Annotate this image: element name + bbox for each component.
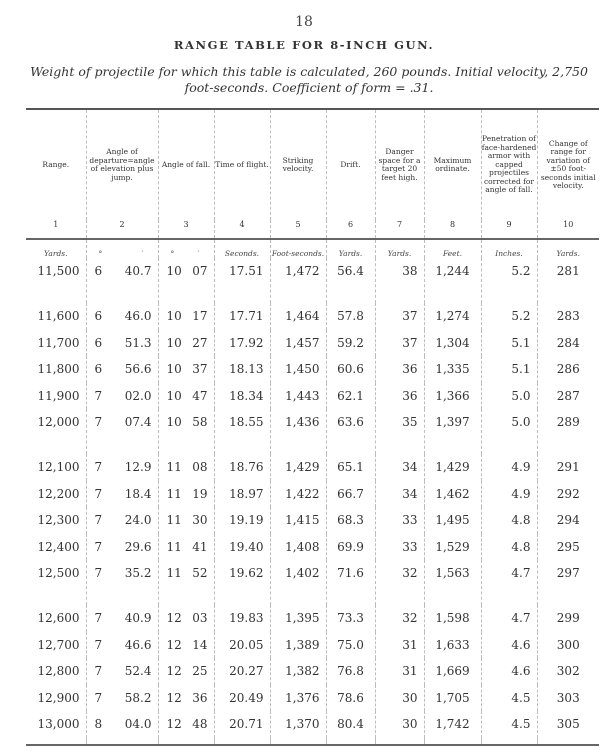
striking-velocity-cell: 1,402 <box>270 560 326 605</box>
striking-velocity-cell: 1,408 <box>270 534 326 561</box>
penetration-cell: 4.5 <box>481 685 537 712</box>
angle-of-fall-cell-minutes: 58 <box>192 415 208 429</box>
angle-of-departure-cell-degrees: 6 <box>94 264 103 278</box>
header-change-of-range: Change of range for variation of ±50 foot-seconds initial velocity. <box>537 109 599 220</box>
angle-of-departure-cell-minutes: 12.9 <box>124 460 152 475</box>
angle-of-fall-cell <box>158 409 214 454</box>
table-row <box>26 258 599 303</box>
change-of-range-cell: 302 <box>537 658 599 685</box>
unit-label: Foot-seconds. <box>270 239 326 258</box>
angle-of-departure-cell <box>86 454 158 481</box>
range-cell: 11,600 <box>37 309 80 324</box>
angle-of-departure-cell <box>86 409 158 454</box>
unit-row <box>26 239 599 258</box>
penetration-cell: 5.2 <box>481 303 537 330</box>
angle-of-fall-cell-minutes: 30 <box>192 513 208 528</box>
header-time-of-flight: Time of flight. <box>214 109 270 220</box>
angle-of-departure-cell <box>86 658 158 685</box>
time-of-flight-cell: 18.13 <box>214 356 270 383</box>
angle-of-fall-cell-minutes: 03 <box>192 611 208 626</box>
rule-cell <box>26 738 86 745</box>
header-danger-space: Danger space for a target 20 feet high. <box>375 109 424 220</box>
angle-of-departure-cell-minutes: 40.7 <box>124 264 152 278</box>
column-number: 10 <box>537 220 599 239</box>
striking-velocity-cell: 1,429 <box>270 454 326 481</box>
maximum-ordinate-cell: 1,495 <box>424 507 481 534</box>
angle-of-departure-cell-minutes: 04.0 <box>124 717 152 732</box>
change-of-range-cell: 295 <box>537 534 599 561</box>
page-number: 18 <box>295 14 313 30</box>
header-drift: Drift. <box>326 109 375 220</box>
maximum-ordinate-cell: 1,366 <box>424 383 481 410</box>
angle-of-fall-cell <box>158 383 214 410</box>
angle-of-departure-cell <box>86 605 158 632</box>
table-row <box>26 711 599 738</box>
angle-of-departure-cell-degrees: 8 <box>94 717 103 732</box>
danger-space-cell: 36 <box>375 383 424 410</box>
table-row <box>26 481 599 508</box>
range-cell: 12,100 <box>37 460 80 475</box>
table-row <box>26 454 599 481</box>
table-subtitle: Weight of projectile for which this table is calculated, 260 pounds. Initial velocity, 2,750 foot-seconds. Coefficient of form = .31. <box>30 64 588 95</box>
angle-of-fall-cell <box>158 685 214 712</box>
penetration-cell: 5.0 <box>481 383 537 410</box>
angle-of-departure-cell <box>86 534 158 561</box>
danger-space-cell: 38 <box>375 258 424 303</box>
angle-of-departure-cell-degrees: 7 <box>94 664 103 679</box>
angle-of-departure-cell <box>86 560 158 605</box>
time-of-flight-cell: 20.27 <box>214 658 270 685</box>
danger-space-cell: 31 <box>375 632 424 659</box>
penetration-cell: 5.2 <box>481 258 537 303</box>
penetration-cell: 5.1 <box>481 356 537 383</box>
change-of-range-cell: 286 <box>537 356 599 383</box>
angle-of-departure-cell <box>86 356 158 383</box>
penetration-cell: 4.8 <box>481 534 537 561</box>
drift-cell: 76.8 <box>326 658 375 685</box>
drift-cell: 80.4 <box>326 711 375 738</box>
table-row <box>26 534 599 561</box>
angle-of-departure-cell-degrees: 6 <box>94 309 103 324</box>
column-number: 3 <box>158 220 214 239</box>
maximum-ordinate-cell: 1,304 <box>424 330 481 357</box>
penetration-cell: 4.7 <box>481 560 537 605</box>
header-row <box>26 109 599 220</box>
angle-of-fall-cell <box>158 534 214 561</box>
range-cell: 11,800 <box>37 362 80 377</box>
table-bottom-rule <box>26 738 599 745</box>
danger-space-cell: 33 <box>375 534 424 561</box>
drift-cell: 56.4 <box>326 258 375 303</box>
angle-of-departure-cell-minutes: 29.6 <box>124 539 152 554</box>
drift-cell: 62.1 <box>326 383 375 410</box>
angle-of-fall-cell-degrees: 11 <box>166 460 182 475</box>
angle-of-fall-cell <box>158 481 214 508</box>
table-row <box>26 632 599 659</box>
change-of-range-cell: 300 <box>537 632 599 659</box>
penetration-cell: 5.1 <box>481 330 537 357</box>
angle-of-fall-cell-degrees: 12 <box>166 611 182 626</box>
unit-label <box>158 239 214 258</box>
change-of-range-cell: 289 <box>537 409 599 454</box>
column-number: 6 <box>326 220 375 239</box>
angle-of-departure-cell-degrees: 7 <box>94 637 103 652</box>
table-row <box>26 507 599 534</box>
angle-of-fall-cell-minutes: 19 <box>192 486 208 501</box>
penetration-cell: 4.5 <box>481 711 537 738</box>
rule-cell <box>481 738 537 745</box>
change-of-range-cell: 294 <box>537 507 599 534</box>
angle-of-fall-cell-degrees: 12 <box>166 717 182 732</box>
drift-cell: 73.3 <box>326 605 375 632</box>
danger-space-cell: 31 <box>375 658 424 685</box>
angle-of-fall-cell-minutes: 17 <box>192 309 208 324</box>
maximum-ordinate-cell: 1,274 <box>424 303 481 330</box>
angle-of-fall-cell-minutes: 41 <box>192 539 208 554</box>
change-of-range-cell: 292 <box>537 481 599 508</box>
angle-of-departure-cell <box>86 632 158 659</box>
angle-of-departure-cell-minutes: 46.0 <box>124 309 152 324</box>
maximum-ordinate-cell: 1,598 <box>424 605 481 632</box>
angle-of-departure-cell-minutes: 35.2 <box>124 566 152 580</box>
time-of-flight-cell: 17.92 <box>214 330 270 357</box>
table-row <box>26 303 599 330</box>
time-of-flight-cell: 18.55 <box>214 409 270 454</box>
range-cell: 12,700 <box>37 637 80 652</box>
time-of-flight-cell: 20.71 <box>214 711 270 738</box>
change-of-range-cell: 284 <box>537 330 599 357</box>
drift-cell: 71.6 <box>326 560 375 605</box>
angle-of-departure-cell-degrees: 6 <box>94 335 103 350</box>
drift-cell: 63.6 <box>326 409 375 454</box>
penetration-cell: 4.8 <box>481 507 537 534</box>
angle-of-departure-cell-minutes: 18.4 <box>124 486 152 501</box>
angle-of-departure-cell <box>86 383 158 410</box>
column-number: 9 <box>481 220 537 239</box>
unit-label: Inches. <box>481 239 537 258</box>
angle-of-fall-cell-minutes: 48 <box>192 717 208 732</box>
change-of-range-cell: 287 <box>537 383 599 410</box>
danger-space-cell: 32 <box>375 605 424 632</box>
column-number-row <box>26 220 599 239</box>
change-of-range-cell: 291 <box>537 454 599 481</box>
danger-space-cell: 33 <box>375 507 424 534</box>
angle-of-fall-cell-minutes: 14 <box>192 637 208 652</box>
maximum-ordinate-cell: 1,742 <box>424 711 481 738</box>
drift-cell: 69.9 <box>326 534 375 561</box>
range-table <box>26 108 599 746</box>
table-row <box>26 685 599 712</box>
angle-of-fall-cell-degrees: 11 <box>166 566 182 580</box>
degree-unit: ° <box>98 249 103 258</box>
unit-label <box>86 239 158 258</box>
rule-cell <box>158 738 214 745</box>
angle-of-fall-cell-degrees: 11 <box>166 513 182 528</box>
angle-of-departure-cell <box>86 685 158 712</box>
penetration-cell: 4.9 <box>481 454 537 481</box>
time-of-flight-cell: 17.71 <box>214 303 270 330</box>
range-cell: 12,900 <box>37 690 80 705</box>
table-row <box>26 356 599 383</box>
change-of-range-cell: 297 <box>537 560 599 605</box>
range-cell: 11,700 <box>37 335 80 350</box>
penetration-cell: 4.6 <box>481 658 537 685</box>
unit-label: Feet. <box>424 239 481 258</box>
angle-of-fall-cell-minutes: 08 <box>192 460 208 475</box>
angle-of-departure-cell-minutes: 24.0 <box>124 513 152 528</box>
time-of-flight-cell: 20.49 <box>214 685 270 712</box>
angle-of-departure-cell <box>86 711 158 738</box>
angle-of-fall-cell <box>158 303 214 330</box>
time-of-flight-cell: 18.76 <box>214 454 270 481</box>
angle-of-departure-cell-degrees: 7 <box>94 539 103 554</box>
time-of-flight-cell: 18.97 <box>214 481 270 508</box>
angle-of-fall-cell-degrees: 10 <box>166 264 182 278</box>
drift-cell: 60.6 <box>326 356 375 383</box>
angle-of-departure-cell <box>86 258 158 303</box>
angle-of-fall-cell-minutes: 52 <box>192 566 208 580</box>
header-angle-of-fall: Angle of fall. <box>158 109 214 220</box>
change-of-range-cell: 283 <box>537 303 599 330</box>
maximum-ordinate-cell: 1,633 <box>424 632 481 659</box>
angle-of-departure-cell-degrees: 7 <box>94 415 103 429</box>
angle-of-fall-cell-degrees: 12 <box>166 637 182 652</box>
maximum-ordinate-cell: 1,563 <box>424 560 481 605</box>
angle-of-departure-cell-degrees: 6 <box>94 362 103 377</box>
header-penetration: Penetration of face-hardened armor with capped projectiles corrected for angle of fall. <box>481 109 537 220</box>
range-cell: 12,600 <box>37 611 80 626</box>
drift-cell: 78.6 <box>326 685 375 712</box>
angle-of-fall-cell-degrees: 10 <box>166 362 182 377</box>
striking-velocity-cell: 1,450 <box>270 356 326 383</box>
angle-of-departure-cell-minutes: 46.6 <box>124 637 152 652</box>
minute-unit: ′ <box>141 249 144 258</box>
time-of-flight-cell: 20.05 <box>214 632 270 659</box>
rule-cell <box>424 738 481 745</box>
range-cell: 13,000 <box>37 717 80 732</box>
penetration-cell: 5.0 <box>481 409 537 454</box>
column-number: 8 <box>424 220 481 239</box>
unit-label: Yards. <box>326 239 375 258</box>
range-cell: 12,800 <box>37 664 80 679</box>
danger-space-cell: 36 <box>375 356 424 383</box>
angle-of-departure-cell-minutes: 58.2 <box>124 690 152 705</box>
drift-cell: 65.1 <box>326 454 375 481</box>
time-of-flight-cell: 19.19 <box>214 507 270 534</box>
angle-of-fall-cell <box>158 258 214 303</box>
table-row <box>26 605 599 632</box>
angle-of-departure-cell-degrees: 7 <box>94 611 103 626</box>
change-of-range-cell: 299 <box>537 605 599 632</box>
angle-of-fall-cell-degrees: 10 <box>166 388 182 403</box>
angle-of-departure-cell <box>86 507 158 534</box>
danger-space-cell: 30 <box>375 685 424 712</box>
striking-velocity-cell: 1,415 <box>270 507 326 534</box>
striking-velocity-cell: 1,464 <box>270 303 326 330</box>
angle-of-fall-cell <box>158 658 214 685</box>
drift-cell: 68.3 <box>326 507 375 534</box>
angle-of-departure-cell-minutes: 07.4 <box>124 415 152 429</box>
maximum-ordinate-cell: 1,397 <box>424 409 481 454</box>
column-number: 4 <box>214 220 270 239</box>
drift-cell: 75.0 <box>326 632 375 659</box>
penetration-cell: 4.6 <box>481 632 537 659</box>
striking-velocity-cell: 1,443 <box>270 383 326 410</box>
angle-of-departure-cell <box>86 481 158 508</box>
table-row <box>26 658 599 685</box>
angle-of-fall-cell <box>158 454 214 481</box>
rule-cell <box>86 738 158 745</box>
angle-of-departure-cell-minutes: 52.4 <box>124 664 152 679</box>
time-of-flight-cell: 19.83 <box>214 605 270 632</box>
danger-space-cell: 37 <box>375 303 424 330</box>
range-cell: 12,300 <box>37 513 80 528</box>
angle-of-departure-cell-degrees: 7 <box>94 460 103 475</box>
range-cell: 12,500 <box>37 566 80 580</box>
angle-of-departure-cell <box>86 330 158 357</box>
angle-of-fall-cell-degrees: 10 <box>166 309 182 324</box>
rule-cell <box>537 738 599 745</box>
angle-of-fall-cell <box>158 507 214 534</box>
header-maximum-ordinate: Maximum ordinate. <box>424 109 481 220</box>
angle-of-fall-cell-degrees: 10 <box>166 335 182 350</box>
angle-of-fall-cell <box>158 330 214 357</box>
striking-velocity-cell: 1,422 <box>270 481 326 508</box>
angle-of-fall-cell <box>158 632 214 659</box>
header-striking-velocity: Striking velocity. <box>270 109 326 220</box>
danger-space-cell: 34 <box>375 481 424 508</box>
angle-of-fall-cell-minutes: 37 <box>192 362 208 377</box>
unit-label: Seconds. <box>214 239 270 258</box>
maximum-ordinate-cell: 1,462 <box>424 481 481 508</box>
striking-velocity-cell: 1,370 <box>270 711 326 738</box>
angle-of-fall-cell-minutes: 25 <box>192 664 208 679</box>
minute-unit: ′ <box>197 249 200 258</box>
degree-unit: ° <box>170 249 175 258</box>
rule-cell <box>270 738 326 745</box>
table-row <box>26 383 599 410</box>
angle-of-fall-cell <box>158 711 214 738</box>
rule-cell <box>326 738 375 745</box>
angle-of-departure-cell-minutes: 40.9 <box>124 611 152 626</box>
angle-of-departure-cell-degrees: 7 <box>94 486 103 501</box>
table-row <box>26 330 599 357</box>
change-of-range-cell: 281 <box>537 258 599 303</box>
drift-cell: 66.7 <box>326 481 375 508</box>
angle-of-fall-cell-degrees: 10 <box>166 415 182 429</box>
maximum-ordinate-cell: 1,669 <box>424 658 481 685</box>
range-table-container <box>26 108 599 746</box>
rule-cell <box>214 738 270 745</box>
column-number: 2 <box>86 220 158 239</box>
striking-velocity-cell: 1,395 <box>270 605 326 632</box>
column-number: 1 <box>26 220 86 239</box>
angle-of-departure-cell-degrees: 7 <box>94 388 103 403</box>
angle-of-fall-cell-minutes: 07 <box>192 264 208 278</box>
time-of-flight-cell: 19.40 <box>214 534 270 561</box>
angle-of-fall-cell <box>158 356 214 383</box>
penetration-cell: 4.7 <box>481 605 537 632</box>
column-number: 7 <box>375 220 424 239</box>
striking-velocity-cell: 1,472 <box>270 258 326 303</box>
unit-label: Yards. <box>375 239 424 258</box>
danger-space-cell: 35 <box>375 409 424 454</box>
maximum-ordinate-cell: 1,529 <box>424 534 481 561</box>
maximum-ordinate-cell: 1,429 <box>424 454 481 481</box>
danger-space-cell: 34 <box>375 454 424 481</box>
angle-of-fall-cell-degrees: 12 <box>166 664 182 679</box>
table-row <box>26 409 599 454</box>
range-cell: 12,000 <box>37 415 80 429</box>
angle-of-fall-cell-degrees: 12 <box>166 690 182 705</box>
time-of-flight-cell: 19.62 <box>214 560 270 605</box>
angle-of-fall-cell-minutes: 36 <box>192 690 208 705</box>
danger-space-cell: 30 <box>375 711 424 738</box>
angle-of-fall-cell <box>158 560 214 605</box>
range-cell: 11,500 <box>37 264 80 278</box>
angle-of-fall-cell-degrees: 11 <box>166 486 182 501</box>
change-of-range-cell: 303 <box>537 685 599 712</box>
penetration-cell: 4.9 <box>481 481 537 508</box>
striking-velocity-cell: 1,376 <box>270 685 326 712</box>
header-angle-of-departure: Angle of departure=angle of elevation plus jump. <box>86 109 158 220</box>
unit-label: Yards. <box>44 249 68 258</box>
angle-of-departure-cell-degrees: 7 <box>94 513 103 528</box>
striking-velocity-cell: 1,436 <box>270 409 326 454</box>
angle-of-departure-cell-minutes: 51.3 <box>124 335 152 350</box>
striking-velocity-cell: 1,382 <box>270 658 326 685</box>
column-number: 5 <box>270 220 326 239</box>
table-row <box>26 560 599 605</box>
drift-cell: 59.2 <box>326 330 375 357</box>
maximum-ordinate-cell: 1,335 <box>424 356 481 383</box>
striking-velocity-cell: 1,457 <box>270 330 326 357</box>
striking-velocity-cell: 1,389 <box>270 632 326 659</box>
drift-cell: 57.8 <box>326 303 375 330</box>
page-title: RANGE TABLE FOR 8-INCH GUN. <box>173 38 435 52</box>
angle-of-departure-cell-minutes: 56.6 <box>124 362 152 377</box>
angle-of-departure-cell-degrees: 7 <box>94 690 103 705</box>
range-cell: 12,400 <box>37 539 80 554</box>
change-of-range-cell: 305 <box>537 711 599 738</box>
header-range: Range. <box>26 109 86 220</box>
angle-of-fall-cell <box>158 605 214 632</box>
angle-of-fall-cell-degrees: 11 <box>166 539 182 554</box>
angle-of-fall-cell-minutes: 27 <box>192 335 208 350</box>
angle-of-departure-cell-degrees: 7 <box>94 566 103 580</box>
danger-space-cell: 32 <box>375 560 424 605</box>
time-of-flight-cell: 18.34 <box>214 383 270 410</box>
unit-label: Yards. <box>537 239 599 258</box>
maximum-ordinate-cell: 1,705 <box>424 685 481 712</box>
angle-of-departure-cell-minutes: 02.0 <box>124 388 152 403</box>
time-of-flight-cell: 17.51 <box>214 258 270 303</box>
range-cell: 12,200 <box>37 486 80 501</box>
maximum-ordinate-cell: 1,244 <box>424 258 481 303</box>
angle-of-departure-cell <box>86 303 158 330</box>
range-cell: 11,900 <box>37 388 80 403</box>
danger-space-cell: 37 <box>375 330 424 357</box>
rule-cell <box>375 738 424 745</box>
angle-of-fall-cell-minutes: 47 <box>192 388 208 403</box>
